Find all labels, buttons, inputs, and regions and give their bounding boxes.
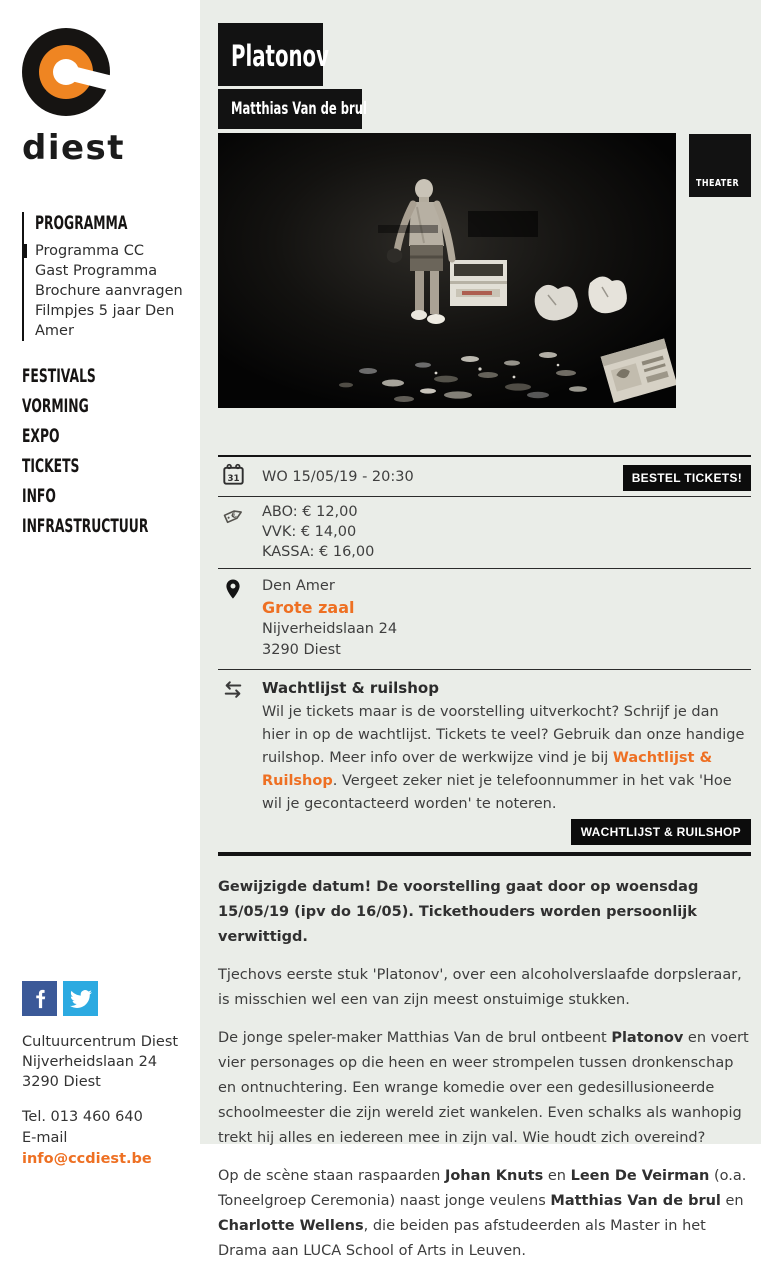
price-list [262, 502, 751, 562]
description-paragraph-3: Op de scène staan raspaarden Johan Knuts en Leen De Veirman (o.a. Toneelgroep Ceremonia) naast jonge veulens Matthias Van de brul en Charlotte Wellens, die beiden pas afstudeerden als Master in het Drama aan LUCA School of Arts in Leuven. [218, 1168, 747, 1259]
svg-text:€: € [229, 510, 239, 521]
description-paragraph-2: De jonge speler-maker Matthias Van de brul ontbeent Platonov en voert vier personages op die heen en weer strompelen tussen dronkenschap en ontnuchtering. Een wrange komedie over een gedesillusioneerde schoolmeester die zijn wereld ziet wankelen. Even schalks als wanhopig trekt hij alles en iedereen mee in zijn val. Wie houdt zich overeind? [218, 1030, 749, 1146]
sidebar-nav [22, 212, 200, 541]
programma-section [22, 212, 200, 341]
bestel-tickets-button[interactable]: BESTEL TICKETS! [623, 465, 751, 491]
footer-address [22, 1032, 200, 1092]
event-details [218, 455, 751, 856]
sidebar-item-vorming[interactable]: VORMING [22, 395, 89, 417]
footer-city: 3290 Diest [22, 1074, 101, 1090]
sidebar-main-nav [22, 361, 200, 541]
footer-email-link[interactable]: info@ccdiest.be [22, 1151, 152, 1167]
sidebar-item-filmpjes[interactable]: Filmpjes 5 jaar Den Amer [35, 303, 175, 339]
event-page [200, 0, 761, 1259]
price-tag-icon [218, 502, 262, 562]
location-pin-icon [218, 576, 262, 661]
sidebar-item-infrastructuur[interactable]: INFRASTRUCTUUR [22, 515, 149, 537]
cc-diest-logo[interactable] [22, 28, 200, 168]
description-paragraph-1: Tjechovs eerste stuk 'Platonov', over een alcoholverslaafde dorpsleraar, is misschien wel een van zijn meest onstuimige stukken. [218, 967, 742, 1008]
sidebar-item-programma-cc[interactable]: Programma CC [35, 241, 183, 261]
wachtlijst-ruilshop-button[interactable]: WACHTLIJST & RUILSHOP [571, 819, 751, 845]
facebook-icon[interactable] [22, 981, 57, 1016]
sidebar-item-festivals[interactable]: FESTIVALS [22, 365, 96, 387]
location-row [218, 569, 751, 670]
price-kassa: KASSA: € 16,00 [262, 544, 375, 560]
swap-arrows-icon [218, 678, 262, 845]
page-subtitle-box [218, 89, 367, 129]
price-abo: ABO: € 12,00 [262, 504, 358, 520]
sidebar [0, 0, 200, 1167]
category-badge-label: THEATER [696, 178, 740, 189]
price-vvk: VVK: € 14,00 [262, 524, 357, 540]
sidebar-item-brochure-aanvragen[interactable]: Brochure aanvragen [35, 283, 183, 299]
location-info [262, 576, 751, 661]
page-title-box [218, 23, 329, 86]
svg-text:31: 31 [227, 473, 240, 484]
waitlist-row [218, 670, 751, 852]
footer-street: Nijverheidslaan 24 [22, 1054, 158, 1070]
waitlist-button-row [262, 819, 751, 845]
waitlist-info [262, 678, 751, 845]
venue-name: Den Amer [262, 578, 335, 594]
footer-org: Cultuurcentrum Diest [22, 1034, 179, 1050]
footer-email-label: E-mail [22, 1130, 68, 1146]
footer-email-line [22, 1128, 200, 1170]
notice-paragraph: Gewijzigde datum! De voorstelling gaat door op woensdag 15/05/19 (ipv do 16/05). Tickethouders worden persoonlijk verwittigd. [218, 879, 699, 945]
footer-contact [22, 1107, 200, 1170]
sidebar-item-expo[interactable]: EXPO [22, 425, 60, 447]
page-subtitle: Matthias Van de brul [231, 99, 367, 119]
hall-link[interactable]: Grote zaal [262, 598, 355, 617]
sidebar-item-tickets[interactable]: TICKETS [22, 455, 80, 477]
page-title: Platonov [231, 39, 329, 73]
social-links [22, 981, 200, 1016]
sidebar-item-programma[interactable]: PROGRAMMA [35, 212, 128, 234]
calendar-icon [218, 463, 262, 490]
sidebar-item-info[interactable]: INFO [22, 485, 56, 507]
date-row [218, 457, 751, 497]
sidebar-footer [22, 981, 200, 1170]
waitlist-ruilshop-inline-link[interactable]: Wachtlijst & Ruilshop [262, 750, 713, 789]
category-badge [689, 134, 751, 197]
waitlist-text: Wil je tickets maar is de voorstelling uitverkocht? Schrijf je dan hier in op de wachtlijst. Tickets te veel? Gebruik dan onze handige ruilshop. Meer info over de werkwijze vind je bij Wachtlijst & Ruilshop. Vergeet zeker niet je telefoonnummer in het vak 'Hoe wil je gecontacteerd worden' te noteren. [262, 704, 745, 812]
event-media [218, 133, 751, 408]
twitter-icon[interactable] [63, 981, 98, 1016]
logo-wordmark: diest [22, 128, 126, 168]
event-description [218, 875, 751, 1264]
waitlist-title: Wachtlijst & ruilshop [262, 679, 439, 697]
footer-phone: Tel. 013 460 640 [22, 1109, 143, 1125]
prices-row [218, 497, 751, 569]
cc-diest-logo-icon [22, 101, 110, 120]
event-date: WO 15/05/19 - 20:30 [262, 468, 414, 485]
sidebar-item-gast-programma[interactable]: Gast Programma [35, 263, 158, 279]
venue-city: 3290 Diest [262, 642, 341, 658]
event-photo [218, 133, 676, 408]
venue-street: Nijverheidslaan 24 [262, 621, 398, 637]
